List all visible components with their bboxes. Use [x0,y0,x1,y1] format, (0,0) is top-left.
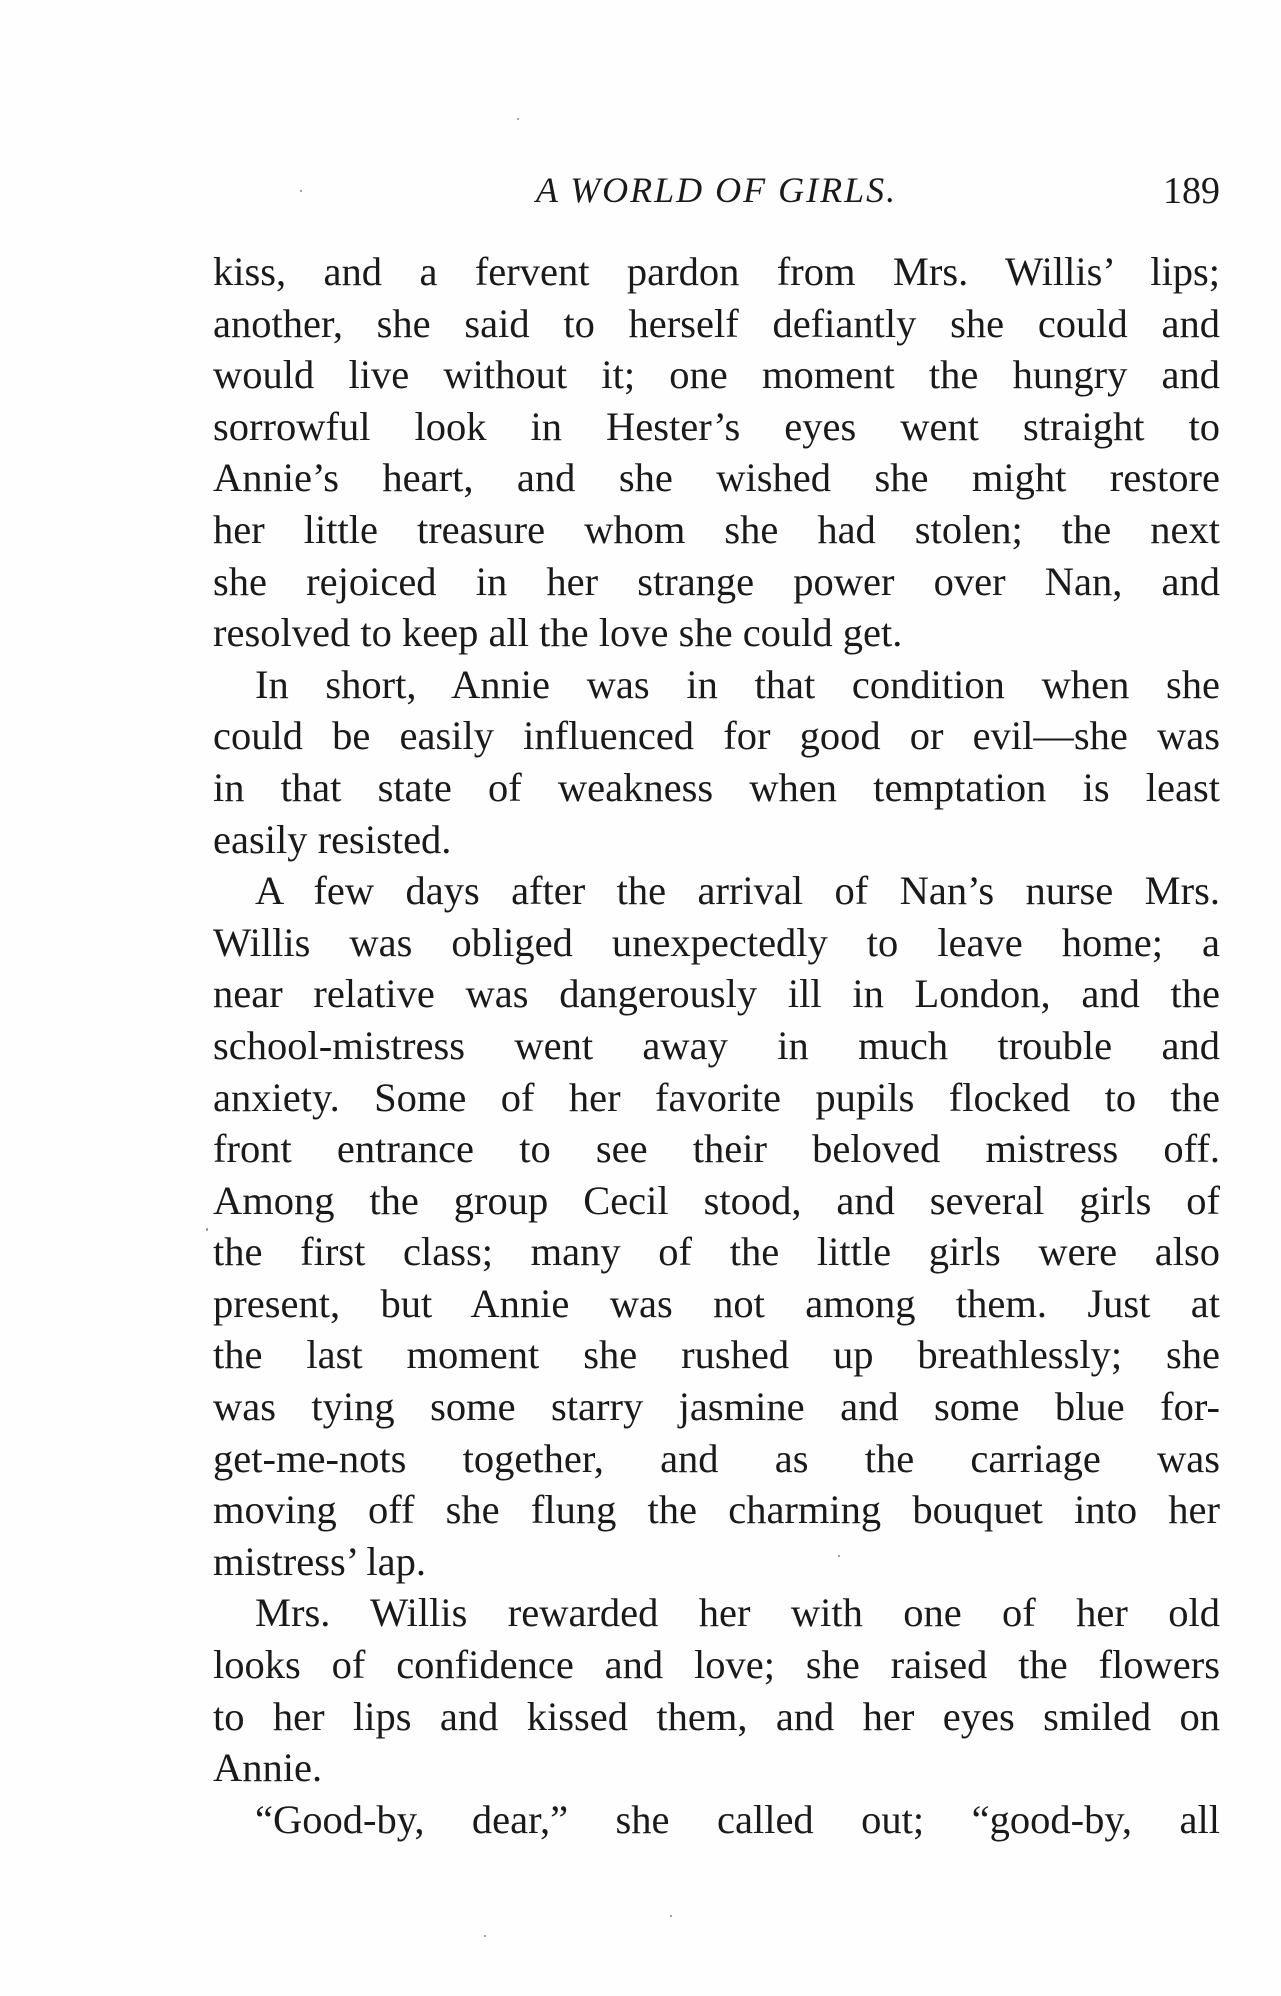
text-line: looks of confidence and love; she raised the flowers [213,1642,1220,1688]
running-head [213,165,1220,215]
text-line: she rejoiced in her strange power over Nan, and [213,558,1220,604]
body-text [213,246,1220,1845]
text-line: In short, Annie was in that condition when she [255,661,1220,707]
page-number: 189 [1163,170,1220,212]
text-line: get-me-nots together, and as the carriage was [213,1435,1220,1481]
print-speck [484,1935,486,1937]
text-line: A few days after the arrival of Nan’s nurse Mrs. [255,868,1220,914]
text-line: sorrowful look in Hester’s eyes went straight to [213,403,1220,449]
text-line: her little treasure whom she had stolen; the next [213,506,1220,552]
text-line: Annie’s heart, and she wished she might restore [213,455,1220,501]
text-line: anxiety. Some of her favorite pupils flocked to the [213,1074,1220,1120]
text-line: Annie. [213,1745,323,1791]
text-line: kiss, and a fervent pardon from Mrs. Willis’ lips; [213,249,1220,294]
print-speck [206,1228,208,1231]
text-line: in that state of weakness when temptation is least [213,764,1220,810]
text-line: the first class; many of the little girls were also [213,1229,1220,1275]
text-line: resolved to keep all the love she could get. [213,610,903,656]
print-speck [517,118,519,120]
text-line: was tying some starry jasmine and some blue for- [213,1384,1220,1430]
print-speck [300,190,302,192]
text-line: Among the group Cecil stood, and several girls of [213,1177,1220,1223]
running-title: A WORLD OF GIRLS. [535,170,898,210]
text-line: present, but Annie was not among them. Just at [213,1280,1220,1326]
text-line: Willis was obliged unexpectedly to leave home; a [213,919,1220,965]
text-line: “Good-by, dear,” she called out; “good-by, all [255,1796,1220,1842]
text-line: would live without it; one moment the hungry and [213,352,1220,398]
text-line: moving off she flung the charming bouquet into her [213,1487,1220,1533]
text-line: front entrance to see their beloved mistress off. [213,1126,1220,1172]
text-line: another, she said to herself defiantly she could and [213,300,1220,346]
text-line: mistress’ lap. [213,1538,426,1584]
text-line: the last moment she rushed up breathlessly; she [213,1332,1220,1378]
text-line: to her lips and kissed them, and her eyes smiled on [213,1693,1220,1739]
text-line: school-mistress went away in much trouble and [213,1022,1220,1068]
text-line: Mrs. Willis rewarded her with one of her old [255,1590,1220,1636]
print-speck [838,1555,840,1557]
text-line: could be easily influenced for good or evil—she was [213,713,1220,759]
print-speck [670,1915,672,1917]
text-line: near relative was dangerously ill in London, and the [213,971,1220,1017]
text-line: easily resisted. [213,816,452,862]
